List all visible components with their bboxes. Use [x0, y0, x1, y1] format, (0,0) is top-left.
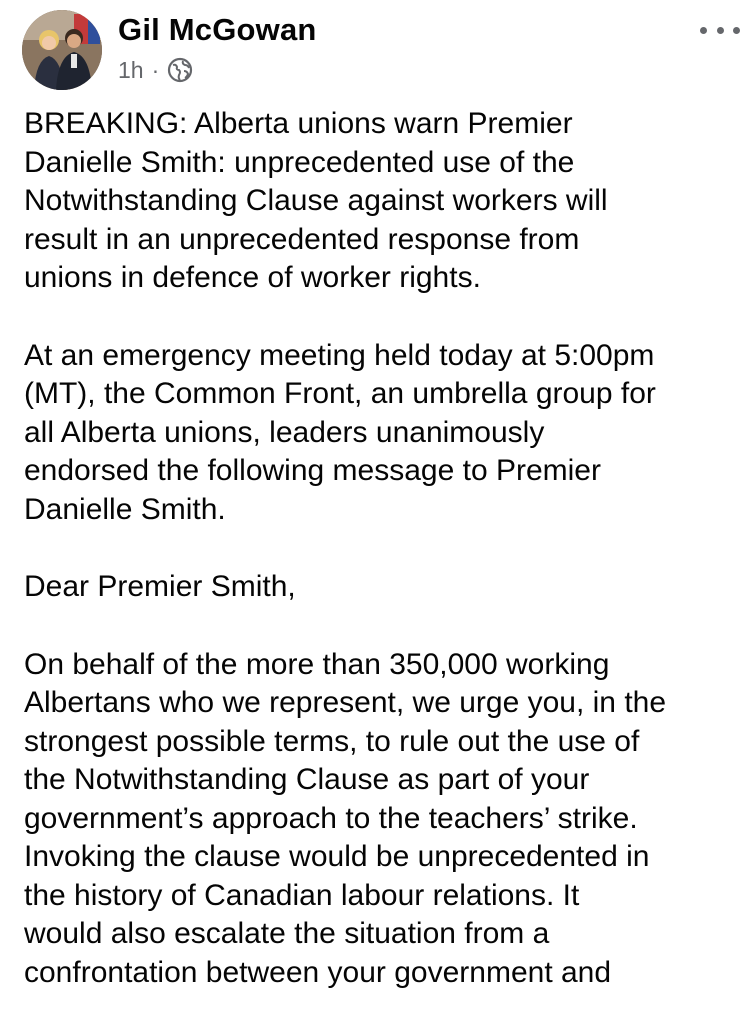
- post-paragraph: BREAKING: Alberta unions warn Premier Danielle Smith: unprecedented use of the Notwithstanding Clause against workers will result in an unprecedented response from unions in defence of worker rights.: [24, 107, 608, 294]
- more-options-icon[interactable]: [700, 18, 740, 42]
- post-paragraph: Dear Premier Smith,: [24, 570, 296, 603]
- globe-icon[interactable]: [167, 57, 193, 83]
- meta-separator: ·: [151, 56, 160, 83]
- post-header: [0, 0, 750, 100]
- post-body: [24, 105, 744, 1031]
- author-name[interactable]: Gil McGowan: [118, 12, 317, 47]
- post-timestamp[interactable]: 1h: [118, 56, 144, 83]
- more-dot: [700, 27, 707, 34]
- post-paragraph: On behalf of the more than 350,000 working Albertans who we represent, we urge you, in the strongest possible terms, to rule out the use of the Notwithstanding Clause as part of your government’s approach to the teachers’ strike. Invoking the clause would be unprecedented in the history of Canadian labour relations. It would also escalate the situation from a confrontation between your government and: [24, 647, 667, 989]
- avatar[interactable]: [22, 10, 102, 90]
- post-paragraph: At an emergency meeting held today at 5:00pm (MT), the Common Front, an umbrella group for all Alberta unions, leaders unanimously endorsed the following message to Premier Danielle Smith.: [24, 338, 656, 526]
- avatar-photo: [22, 10, 102, 90]
- more-dot: [733, 27, 740, 34]
- post-meta: [118, 56, 193, 84]
- more-dot: [717, 27, 724, 34]
